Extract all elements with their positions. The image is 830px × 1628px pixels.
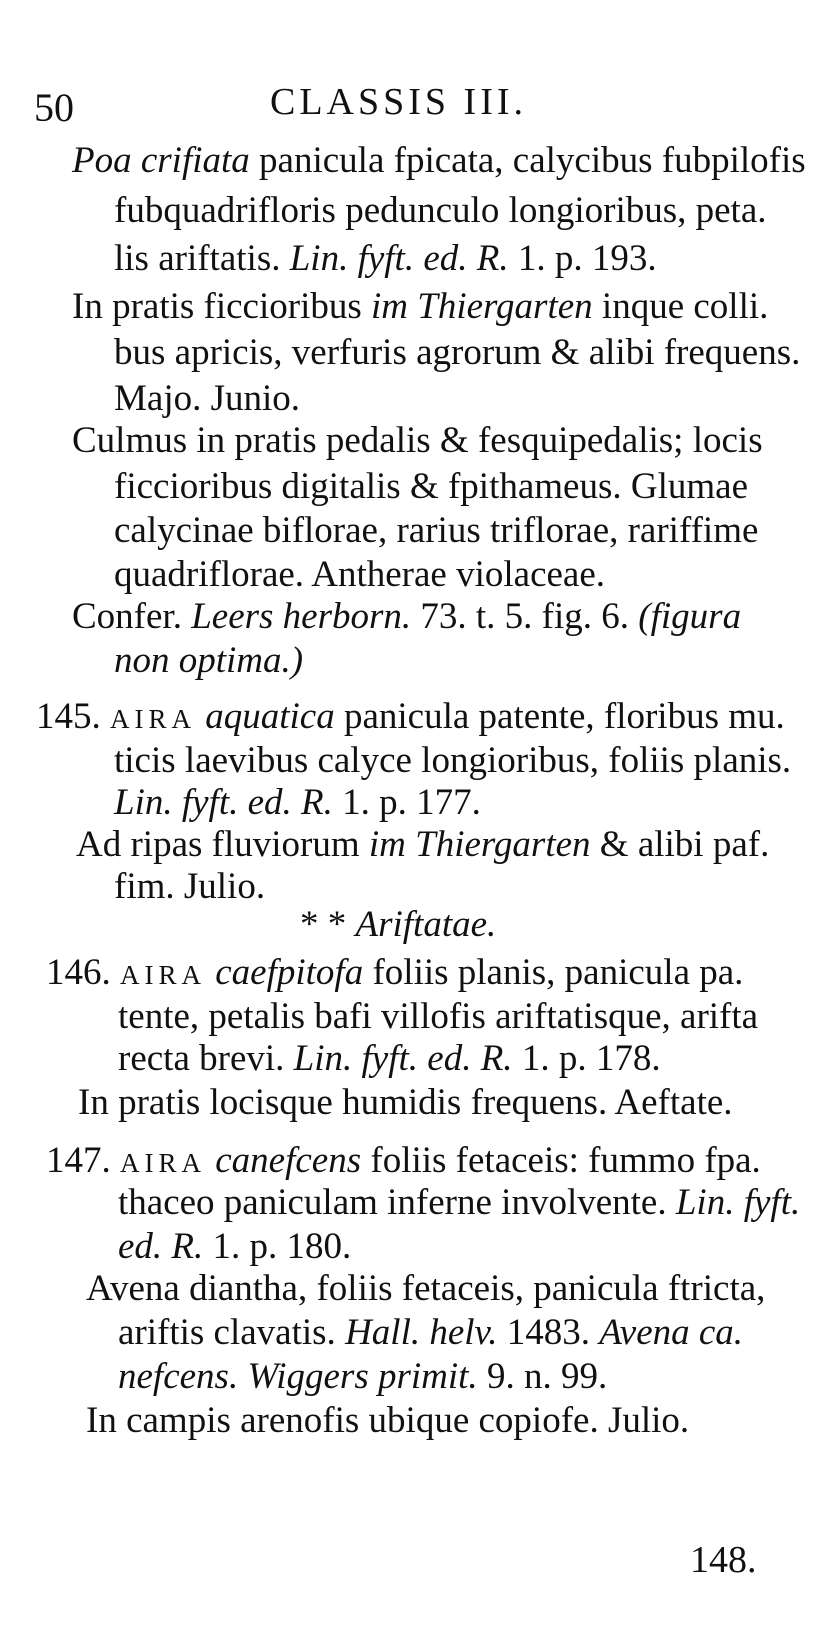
genus-name: AIRA — [110, 704, 196, 734]
roman-text: panicula patente, floribus mu. — [334, 696, 785, 737]
italic-text: canefcens — [215, 1140, 362, 1181]
roman-text: ariftis clavatis. — [118, 1312, 346, 1353]
roman-text — [196, 696, 205, 737]
text-line — [72, 288, 768, 325]
roman-text: calycinae biflorae, rarius triflorae, rariffime — [114, 510, 759, 551]
italic-text: Leers herborn. — [191, 596, 412, 637]
genus-name: AIRA — [120, 1148, 206, 1178]
italic-text: Poa crifiata — [72, 140, 250, 181]
roman-text: tente, petalis bafi villofis ariftatisque, arifta — [118, 996, 759, 1037]
text-line — [46, 954, 743, 991]
text-line — [76, 826, 769, 863]
roman-text: In pratis ficcioribus — [72, 286, 371, 327]
catchword: 148. — [690, 1539, 757, 1581]
text-line — [114, 868, 265, 905]
text-line — [114, 192, 767, 229]
italic-text: im Thiergarten — [368, 824, 591, 865]
text-line — [114, 642, 303, 679]
roman-text: 1. p. 180. — [203, 1226, 352, 1267]
italic-text: Hall. helv. — [345, 1312, 498, 1353]
text-line — [72, 422, 763, 459]
text-line — [118, 1314, 743, 1351]
roman-text: inque colli. — [592, 286, 769, 327]
italic-text: Ariftatae. — [355, 904, 497, 945]
roman-text: thaceo paniculam inferne involvente. — [118, 1182, 676, 1223]
roman-text: foliis planis, panicula pa. — [363, 952, 744, 993]
roman-text: Confer. — [72, 596, 192, 637]
roman-text: fubquadrifloris pedunculo longioribus, peta. — [114, 190, 767, 231]
text-line — [114, 380, 300, 417]
roman-text: recta brevi. — [118, 1038, 294, 1079]
text-line — [118, 1040, 661, 1077]
text-line — [86, 1270, 765, 1307]
italic-text: aquatica — [205, 696, 335, 737]
text-line — [46, 1142, 761, 1179]
text-line — [114, 334, 800, 371]
italic-text: im Thiergarten — [371, 286, 593, 327]
roman-text: 1. p. 177. — [332, 782, 481, 823]
italic-text: non optima.) — [114, 640, 304, 681]
roman-text: fim. Julio. — [114, 866, 266, 907]
roman-text: panicula fpicata, calycibus fubpilofis — [249, 140, 806, 181]
text-line — [118, 1228, 351, 1265]
roman-text: Culmus in pratis pedalis & fesquipedalis; locis — [72, 420, 763, 461]
roman-text: 147. — [46, 1140, 120, 1181]
roman-text: 1. p. 178. — [512, 1038, 661, 1079]
italic-text: (figura — [638, 596, 742, 637]
roman-text: Majo. Junio. — [114, 378, 301, 419]
roman-text: 146. — [46, 952, 120, 993]
roman-text: In pratis locisque humidis frequens. Aeftate. — [78, 1082, 733, 1123]
roman-text: ficcioribus digitalis & fpithameus. Glumae — [114, 466, 749, 507]
text-line — [78, 1084, 733, 1121]
roman-text — [206, 1140, 215, 1181]
roman-text: 9. n. 99. — [477, 1356, 608, 1397]
text-line — [114, 512, 758, 549]
text-line — [300, 906, 496, 943]
roman-text: 73. t. 5. fig. 6. — [411, 596, 639, 637]
roman-text: lis ariftatis. — [114, 238, 290, 279]
roman-text: quadriflorae. Antherae violaceae. — [114, 554, 606, 595]
italic-text: Lin. fyft. ed. R. — [293, 1038, 513, 1079]
italic-text: ed. R. — [118, 1226, 204, 1267]
roman-text: ticis laevibus calyce longioribus, foliis planis. — [114, 740, 792, 781]
italic-text: nefcens. Wiggers primit. — [118, 1356, 478, 1397]
roman-text: Ad ripas fluviorum — [76, 824, 369, 865]
italic-text: Avena ca. — [599, 1312, 744, 1353]
genus-name: AIRA — [120, 960, 206, 990]
roman-text — [206, 952, 215, 993]
roman-text: 1. p. 193. — [508, 238, 657, 279]
text-line — [72, 598, 741, 635]
running-head-title: CLASSIS III. — [270, 81, 528, 123]
italic-text: Lin. fyft. — [675, 1182, 801, 1223]
roman-text: * * — [300, 904, 356, 945]
text-line — [114, 556, 605, 593]
italic-text: Lin. fyft. ed. R. — [114, 782, 333, 823]
roman-text: foliis fetaceis: fummo fpa. — [361, 1140, 761, 1181]
text-line — [118, 998, 758, 1035]
text-line — [36, 698, 785, 735]
text-line — [114, 468, 748, 505]
roman-text: In campis arenofis ubique copiofe. Julio. — [86, 1400, 690, 1441]
roman-text: bus apricis, verfuris agrorum & alibi frequens. — [114, 332, 801, 373]
roman-text: & alibi paf. — [590, 824, 770, 865]
text-line — [118, 1358, 607, 1395]
roman-text: Avena diantha, foliis fetaceis, panicula ftricta, — [86, 1268, 766, 1309]
italic-text: caefpitofa — [215, 952, 364, 993]
italic-text: Lin. fyft. ed. R. — [289, 238, 509, 279]
text-line — [86, 1402, 689, 1439]
roman-text: 145. — [36, 696, 110, 737]
text-line — [114, 240, 657, 277]
text-line — [114, 742, 791, 779]
text-line — [114, 784, 481, 821]
roman-text: 1483. — [497, 1312, 600, 1353]
text-line — [118, 1184, 800, 1221]
page-number: 50 — [34, 85, 74, 130]
text-line — [72, 142, 806, 179]
